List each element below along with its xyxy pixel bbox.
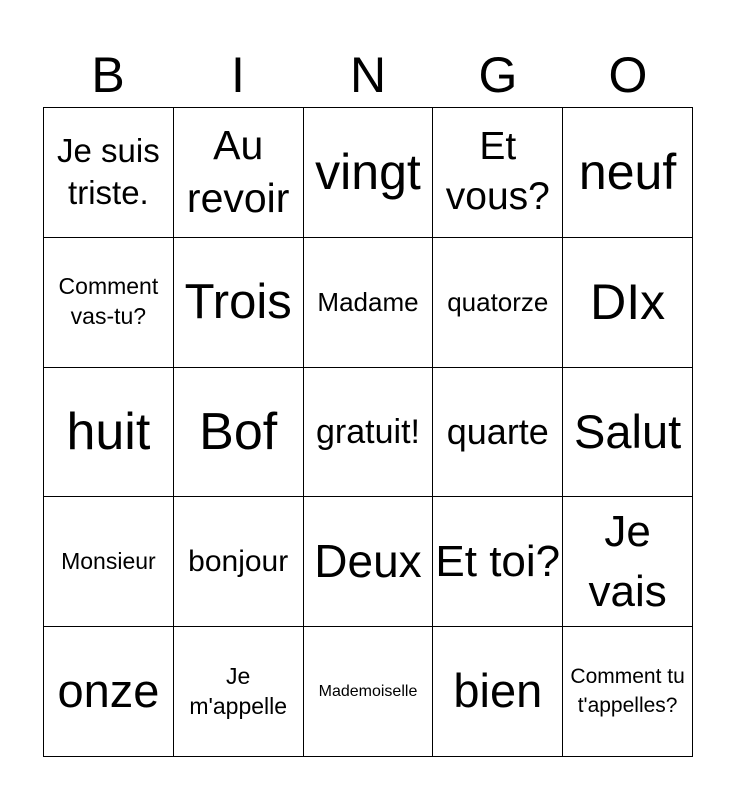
bingo-cell-text: bonjour [188,544,289,578]
bingo-cell-text: Mademoiselle [318,683,418,700]
bingo-cell[interactable] [433,497,563,627]
bingo-cell[interactable] [44,627,174,757]
bingo-cell-text: Je suis triste. [57,131,160,212]
bingo-cell[interactable] [174,497,304,627]
header-letter-n: N [349,47,387,103]
bingo-cell-text: Je vais [588,507,667,616]
bingo-cell[interactable] [563,627,693,757]
bingo-cell[interactable] [433,108,563,238]
bingo-cell[interactable] [304,368,434,498]
bingo-cell[interactable] [44,497,174,627]
bingo-cell-text: Madame [317,286,419,317]
bingo-cell-text: Trois [184,274,292,329]
bingo-cell[interactable] [44,368,174,498]
bingo-cell-text: onze [57,664,160,718]
header-letter-g: G [478,47,518,103]
bingo-cell[interactable] [304,108,434,238]
bingo-card-grid [43,107,693,757]
header-letter-i: I [231,47,245,103]
bingo-cell[interactable] [174,108,304,238]
bingo-cell-text: neuf [578,144,677,201]
bingo-cell-text: bien [453,664,543,718]
bingo-cell[interactable] [304,238,434,368]
bingo-cell[interactable] [44,238,174,368]
header-letter-b: B [91,47,125,103]
bingo-cell-text: Comment vas-tu? [58,273,159,330]
bingo-cell[interactable] [304,627,434,757]
bingo-cell[interactable] [563,368,693,498]
bingo-cell[interactable] [304,497,434,627]
bingo-cell[interactable] [44,108,174,238]
bingo-cell[interactable] [563,497,693,627]
bingo-cell-text: Deux [314,535,422,588]
bingo-cell[interactable] [174,238,304,368]
bingo-cell[interactable] [563,108,693,238]
bingo-cell[interactable] [563,238,693,368]
bingo-cell-text: Et vous? [445,124,550,219]
bingo-cell[interactable] [433,238,563,368]
bingo-cell-text: Monsieur [61,547,156,574]
bingo-cell[interactable] [174,368,304,498]
bingo-cell-text: Salut [574,404,682,458]
bingo-cell-text: vingt [315,144,421,201]
bingo-cell-text: gratuit! [316,412,420,451]
bingo-cell-text: Bof [199,402,278,461]
bingo-cell[interactable] [174,627,304,757]
bingo-cell-text: DIx [590,274,666,331]
bingo-cell[interactable] [433,627,563,757]
bingo-cell-text: Je m'appelle [189,662,288,719]
bingo-cell-text: Au revoir [186,122,290,222]
bingo-cell-text: Et toi? [435,537,561,587]
bingo-cell[interactable] [433,368,563,498]
header-letter-o: O [608,47,648,103]
bingo-cell-text: huit [66,402,151,461]
bingo-cell-text: quarte [446,411,549,453]
bingo-cell-text: quatorze [447,286,549,317]
bingo-cell-text: Comment tu t'appelles? [570,665,685,717]
bingo-header [43,44,693,106]
